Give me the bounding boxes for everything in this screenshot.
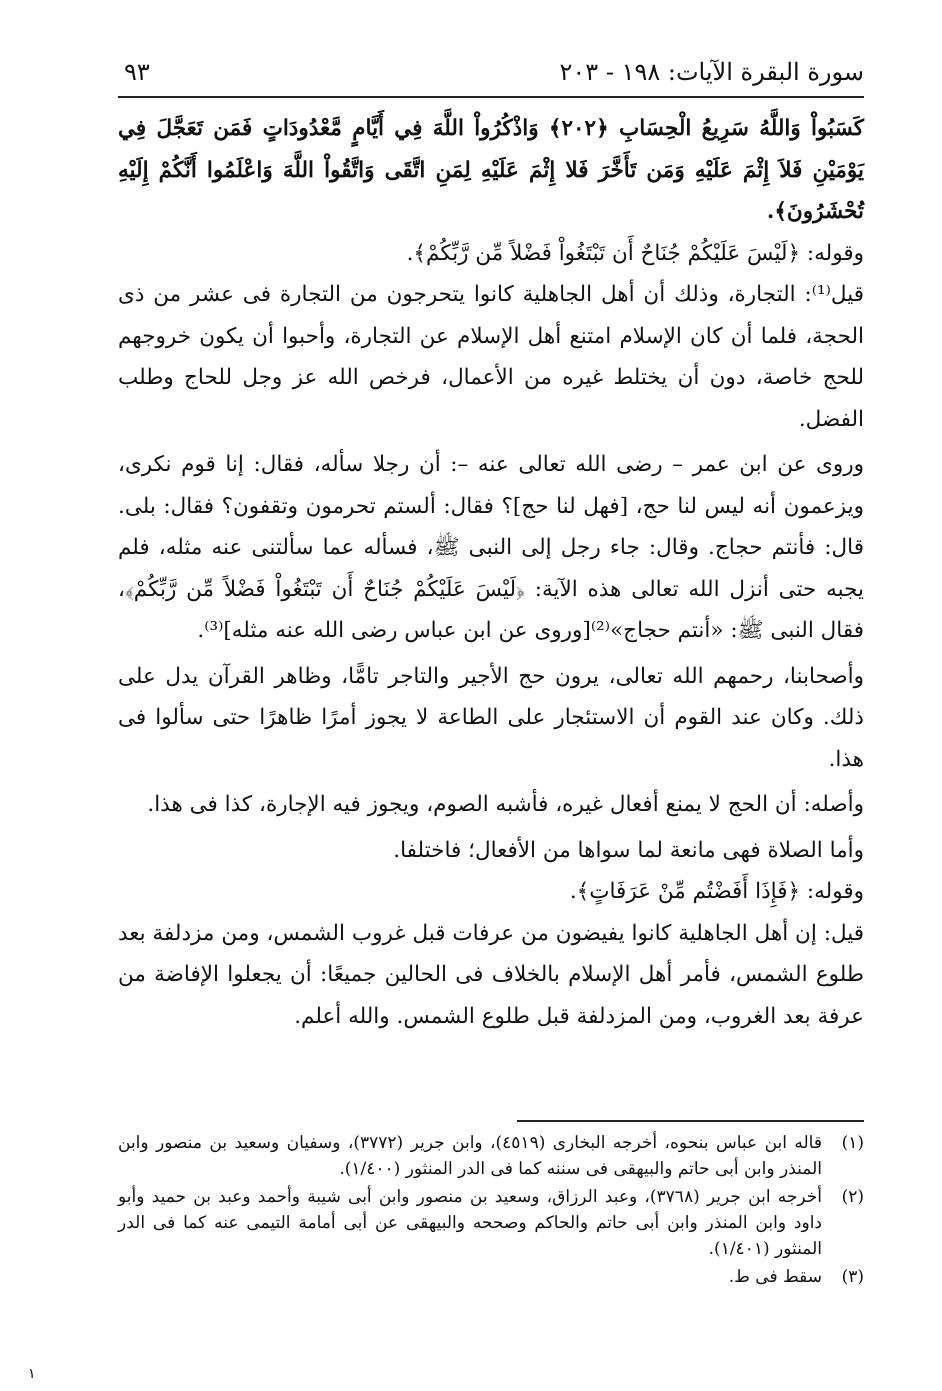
footnote-number: (٢) <box>841 1187 864 1207</box>
footnote-text: سقط فى ط. <box>728 1267 822 1287</box>
footnote <box>118 1264 864 1290</box>
footnote <box>118 1130 864 1182</box>
footnotes <box>118 1130 864 1292</box>
paragraph: وأما الصلاة فهى مانعة لما سواها من الأفعال؛ فاختلفا. <box>393 837 864 863</box>
paragraph: وروى عن ابن عمر – رضى الله تعالى عنه –: أن رجلا سأله، فقال: إنا قوم نكرى، ويزعمون أنه ليس لنا حج، [فهل لنا حج]؟ فقال: ألستم تحرمون وتقفون؟ فقال: بلى. قال: فأنتم حجاج. وقال: جاء رجل إلى النبى ﷺ، فسأله عما سألتنى عنه مثله، فلم يجبه حتى أنزل الله تعالى هذه الآية: ﴿لَيْسَ عَلَيْكُمْ جُنَاحٌ أَن تَبْتَغُواْ فَضْلاً مِّن رَّبِّكُمْ﴾، فقال النبى ﷺ: «أنتم حجاج»⁽²⁾[وروى عن ابن عباس رضى الله عنه مثله]⁽³⁾. <box>118 452 864 643</box>
corner-mark: ١ <box>28 1366 36 1382</box>
paragraph: وقوله: ﴿لَيْسَ عَلَيْكُمْ جُنَاحٌ أَن تَبْتَغُواْ فَضْلاً مِّن رَّبِّكُمْ﴾. <box>406 240 864 266</box>
footnote-text: قاله ابن عباس بنحوه، أخرجه البخارى (٤٥١٩)، وابن جرير (٣٧٧٢)، وسفيان وسعيد بن منصور وابن المنذر وابن أبى حاتم والبيهقى فى سننه كما فى الدر المنثور (١/٤٠٠). <box>118 1133 822 1179</box>
paragraph: وقوله: ﴿فَإِذَا أَفَضْتُم مِّنْ عَرَفَاتٍ﴾. <box>569 879 864 904</box>
paragraph: قيل⁽¹⁾: التجارة، وذلك أن أهل الجاهلية كانوا يتحرجون من التجارة فى عشر من ذى الحجة، فلما أن كان الإسلام امتنع أهل الإسلام عن التجارة، وأحبوا أن يكون خروجهم للحج خاصة، دون أن يختلط غيره من الأعمال، فرخص الله عز وجل للحاج وطلب الفضل. <box>118 282 864 432</box>
footnote-number: (١) <box>841 1133 864 1153</box>
footnote-divider <box>517 1120 864 1122</box>
running-title: سورة البقرة الآيات: ١٩٨ - ٢٠٣ <box>559 58 864 86</box>
page-header <box>118 52 864 98</box>
paragraph: وأصله: أن الحج لا يمنع أفعال غيره، فأشبه الصوم، ويجوز فيه الإجارة، كذا فى هذا. <box>147 792 864 817</box>
paragraph: وأصحابنا، رحمهم الله تعالى، يرون حج الأجير والتاجر تامًّا، وظاهر القرآن يدل على ذلك. وكان عند القوم أن الاستئجار على الطاعة لا يجوز أمرًا ظاهرًا حتى سألوا فى هذا. <box>118 663 864 772</box>
page-number: ٩٣ <box>124 58 150 86</box>
quran-verse-text: كَسَبُواْ وَاللَّهُ سَرِيعُ الْحِسَابِ ﴿٢٠٢﴾ وَاذْكُرُواْ اللَّهَ فِي أَيَّامٍ مَّعْدُودَاتٍ فَمَن تَعَجَّلَ فِي يَوْمَيْنِ فَلاَ إِثْمَ عَلَيْهِ وَمَن تَأَخَّرَ فَلا إِثْمَ عَلَيْهِ لِمَنِ اتَّقَى وَاتَّقُواْ اللَّهَ وَاعْلَمُوا أَنَّكُمْ إِلَيْهِ تُحْشَرُونَ﴾. <box>118 116 864 224</box>
footnote-number: (٣) <box>841 1267 864 1287</box>
footnote <box>118 1184 864 1262</box>
paragraph: قيل: إن أهل الجاهلية كانوا يفيضون من عرفات قبل غروب الشمس، ومن مزدلفة بعد طلوع الشمس، فأمر أهل الإسلام بالخلاف فى الحالين جميعًا: أن يجعلوا الإفاضة من عرفة بعد الغروب، ومن المزدلفة قبل طلوع الشمس. والله أعلم. <box>118 920 864 1029</box>
footnote-text: أخرجه ابن جرير (٣٧٦٨)، وعبد الرزاق، وسعيد بن منصور وابن أبى شيبة وأحمد وعبد بن حميد وأبو داود وابن المنذر وابن أبى حاتم والحاكم وصححه والبيهقى عن أبى أمامة التيمى عنه كما فى الدر المنثور (١/٤٠١). <box>118 1187 822 1259</box>
main-text <box>118 108 864 1037</box>
